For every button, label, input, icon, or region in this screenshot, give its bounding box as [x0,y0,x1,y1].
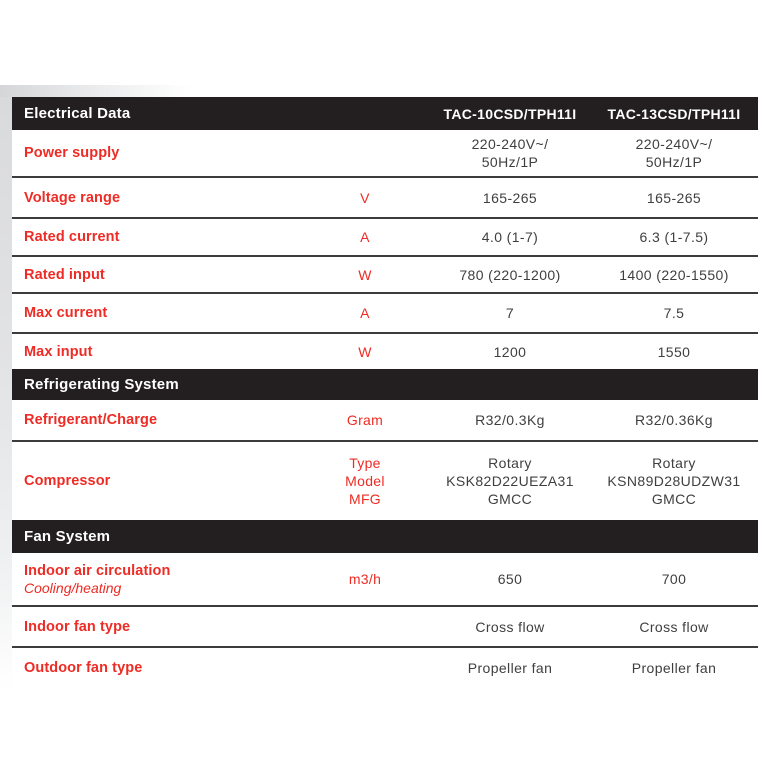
row-label: Max current [24,305,108,321]
row-label-cell [12,442,300,520]
value-cell-model-1: Cross flow [475,618,545,635]
value-cell-model-2: 1400 (220-1550) [619,266,729,283]
table-row-power-supply [12,130,758,176]
value-cell-model-1: 165-265 [482,189,538,206]
row-label-cell [12,178,300,217]
unit-cell [300,130,430,176]
section-header-electrical [12,97,758,130]
unit-cell [300,648,430,687]
section-title: Fan System [24,528,111,545]
spacer [590,369,758,400]
value-cell-model-1 [430,442,590,520]
scan-shadow-top [0,85,192,97]
section-rows-electrical [12,130,758,369]
value-line: KSK82D22UEZA31 [446,473,574,489]
row-label: Indoor fan type [24,618,131,635]
unit-line: MFG [348,491,381,507]
value-cell-model-2: 7.5 [663,305,685,321]
table-row-max-current [12,292,758,332]
table-row-indoor-air-circulation [12,553,758,605]
value-line: 50Hz/1P [481,154,539,170]
column-header-model-1: TAC-10CSD/TPH11I [443,105,577,122]
row-label: Rated current [24,229,120,245]
value-cell-model-1: 780 (220-1200) [459,266,561,283]
spacer [430,369,590,400]
value-cell-model-1: 1200 [493,343,527,360]
spacer [430,520,590,553]
value-cell-model-1 [430,130,590,176]
unit-line: Type [349,455,381,471]
row-label-cell [12,334,300,369]
unit-cell: m3/h [348,571,382,587]
column-header-model-2: TAC-13CSD/TPH11I [607,105,741,122]
unit-line: Model [345,473,385,489]
row-label: Rated input [24,266,105,283]
row-label-cell [12,257,300,292]
value-cell-model-1: 4.0 (1-7) [481,229,539,245]
row-label-cell [12,607,300,646]
value-line: 50Hz/1P [645,154,703,170]
value-cell-model-2: 1550 [657,343,691,360]
table-row-refrigerant-charge [12,400,758,440]
section-title: Electrical Data [24,105,131,122]
scan-shadow-left [0,97,12,691]
unit-cell: A [360,305,370,321]
value-line: Rotary [488,455,532,471]
row-label-cell [12,648,300,687]
table-row-outdoor-fan-type [12,646,758,687]
row-sublabel: Cooling/heating [24,579,122,596]
section-rows-fan [12,553,758,687]
table-row-indoor-fan-type [12,605,758,646]
row-label: Refrigerant/Charge [24,412,158,428]
value-cell-model-1: 650 [497,571,523,587]
value-cell-model-1: Propeller fan [467,659,553,676]
value-line: 220-240V~/ [635,136,713,152]
row-label-cell [12,294,300,332]
unit-cell: A [360,229,370,245]
row-label-cell [12,219,300,255]
table-row-voltage-range [12,176,758,217]
value-cell-model-1: R32/0.3Kg [475,412,545,428]
value-line: GMCC [487,491,533,507]
section-rows-refrigerating [12,400,758,520]
table-row-max-input [12,332,758,369]
section-title: Refrigerating System [24,376,179,393]
value-cell-model-2 [590,130,758,176]
row-label: Indoor air circulation [24,562,171,579]
row-label-cell [12,553,300,605]
spacer [590,520,758,553]
value-cell-model-2: R32/0.36Kg [635,412,713,428]
unit-cell [300,442,430,520]
value-line: Rotary [652,455,696,471]
unit-cell: V [360,189,370,206]
table-row-compressor [12,440,758,520]
row-label: Compressor [24,473,111,489]
value-line: GMCC [651,491,697,507]
value-line: 220-240V~/ [471,136,549,152]
value-line: KSN89D28UDZW31 [607,473,741,489]
value-cell-model-2: 6.3 (1-7.5) [639,229,709,245]
unit-cell [300,607,430,646]
table-row-rated-current [12,217,758,255]
unit-cell: W [358,343,372,360]
row-label: Voltage range [24,189,121,206]
value-cell-model-2: 165-265 [646,189,702,206]
row-label: Outdoor fan type [24,659,143,676]
unit-cell: Gram [346,412,384,428]
value-cell-model-1: 7 [505,305,515,321]
value-cell-model-2: 700 [661,571,687,587]
spec-table [12,97,758,687]
unit-cell: W [358,266,372,283]
row-label-cell [12,400,300,440]
row-label-cell [12,130,300,176]
value-cell-model-2: Cross flow [639,618,709,635]
section-header-refrigerating [12,369,758,400]
table-row-rated-input [12,255,758,292]
section-header-fan [12,520,758,553]
value-cell-model-2 [590,442,758,520]
row-label: Power supply [24,145,120,161]
value-cell-model-2: Propeller fan [631,659,717,676]
row-label: Max input [24,343,93,360]
